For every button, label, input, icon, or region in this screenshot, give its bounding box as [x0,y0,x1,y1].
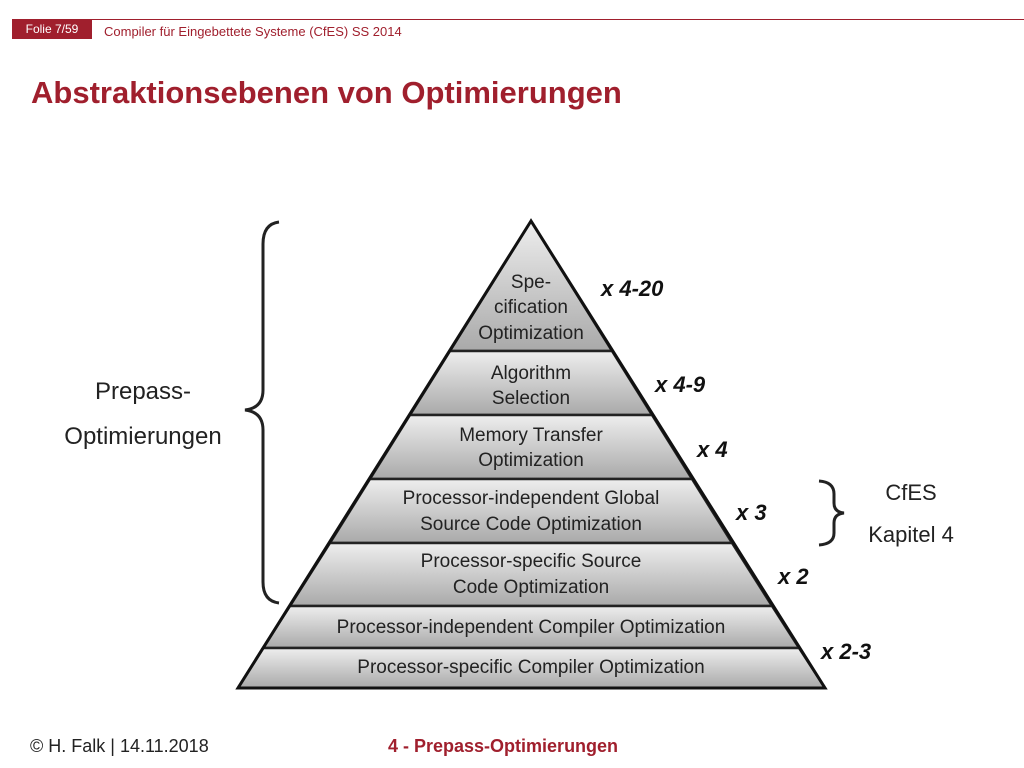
level-1-label-2: cification [494,297,568,318]
level-3-label-2: Optimization [478,450,584,471]
pyramid-level-6 [263,606,799,648]
cfes-label-line1: CfES [885,480,937,505]
cfes-label-line2: Kapitel 4 [868,522,954,547]
footer-section: 4 - Prepass-Optimierungen [388,736,619,756]
course-title: Compiler für Eingebettete Systeme (CfES) SS 2014 [104,24,402,39]
prepass-group [64,222,279,603]
pyramid-level-7 [238,648,825,688]
left-curly-brace [245,222,279,603]
level-5-label-2: Code Optimization [452,577,610,598]
level-5-label-1: Processor-specific Source [420,551,642,572]
factor-level-3: x 4 [697,437,728,462]
slide-counter: Folie 7/59 [12,19,92,39]
level-7-label-1: Processor-specific Compiler Optimization [357,657,705,678]
prepass-label-line1: Prepass- [94,378,192,405]
factor-level-7: x 2-3 [821,639,872,664]
factor-level-2: x 4-9 [655,372,706,397]
right-curly-brace [819,481,844,545]
pyramid-level-2 [410,351,652,415]
prepass-label-line2: Optimierungen [64,423,222,450]
cfes-group [819,480,954,547]
factor-level-1: x 4-20 [601,276,664,301]
level-3-label-1: Memory Transfer [459,425,603,446]
pyramid-layers [238,221,825,688]
pyramid-level-4 [330,479,732,543]
factor-level-5: x 2 [778,564,809,589]
footer-author: © H. Falk | 14.11.2018 [30,736,209,756]
level-2-label-1: Algorithm [490,363,572,384]
level-4-label-1: Processor-independent Global [402,488,660,509]
level-6-label-1: Processor-independent Compiler Optimization [336,617,726,638]
pyramid-level-1 [450,221,612,351]
level-4-label-2: Source Code Optimization [420,514,642,535]
level-1-label-3: Optimization [478,323,584,344]
level-2-label-2: Selection [491,388,571,409]
level-1-label-1: Spe- [510,272,552,293]
page-title: Abstraktionsebenen von Optimierungen [31,75,622,110]
factor-level-4: x 3 [736,500,767,525]
pyramid-level-3 [370,415,692,479]
pyramid-level-5 [290,543,772,606]
